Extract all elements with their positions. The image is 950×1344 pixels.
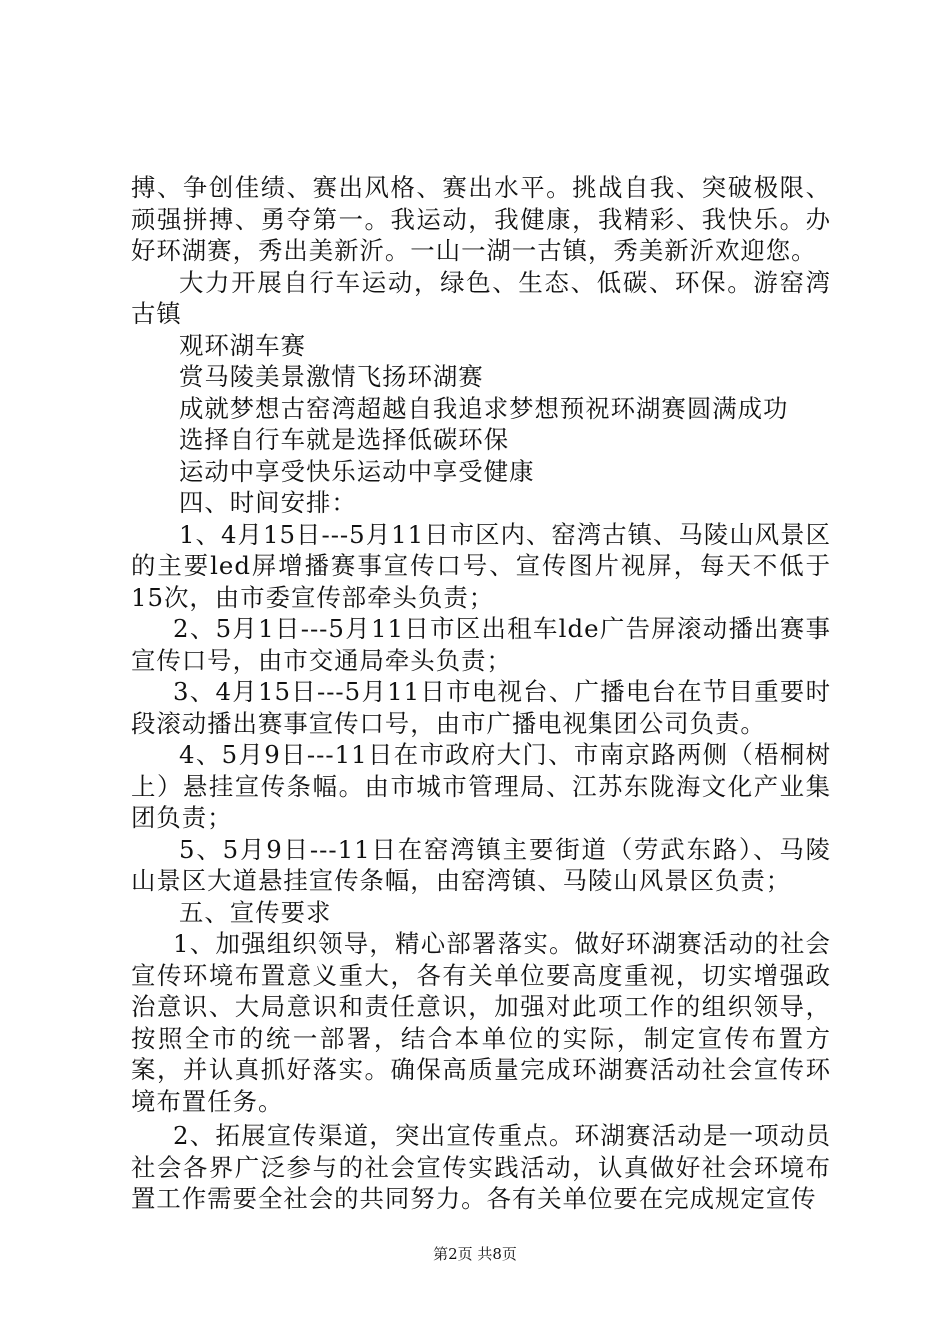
requirement-item: 2、拓展宣传渠道，突出宣传重点。环湖赛活动是一项动员社会各界广泛参与的社会宣传实践活动，认真做好社会环境布置工作需要全社会的共同努力。各有关单位要在完成规定宣传 — [131, 1121, 831, 1213]
slogan-line: 选择自行车就是选择低碳环保 — [179, 425, 510, 454]
section-heading-schedule: 四、时间安排： — [179, 488, 357, 517]
document-body — [131, 172, 831, 1215]
section-heading-requirements: 五、宣传要求 — [179, 897, 332, 927]
schedule-item: 5、5月9日---11日在窑湾镇主要街道（劳武东路）、马陵山景区大道悬挂宣传条幅，由窑湾镇、马陵山风景区负责； — [131, 834, 831, 895]
schedule-item: 2、5月1日---5月11日市区出租车lde广告屏滚动播出赛事宣传口号，由市交通局牵头负责； — [131, 614, 831, 675]
paragraph-cycling: 大力开展自行车运动，绿色、生态、低碳、环保。游窑湾古镇 — [131, 267, 831, 328]
schedule-item: 1、4月15日---5月11日市区内、窑湾古镇、马陵山风景区的主要led屏增播赛事宣传口号、宣传图片视屏，每天不低于15次，由市委宣传部牵头负责； — [131, 519, 831, 612]
schedule-item: 3、4月15日---5月11日市电视台、广播电台在节目重要时段滚动播出赛事宣传口号，由市广播电视集团公司负责。 — [131, 677, 831, 738]
slogan-line: 赏马陵美景激情飞扬环湖赛 — [179, 362, 484, 391]
slogan-line: 运动中享受快乐运动中享受健康 — [179, 456, 535, 486]
slogan-line: 观环湖车赛 — [179, 330, 306, 360]
requirement-item: 1、加强组织领导，精心部署落实。做好环湖赛活动的社会宣传环境布置意义重大，各有关单位要高度重视，切实增强政治意识、大局意识和责任意识，加强对此项工作的组织领导，按照全市的统一部署，结合本单位的实际，制定宣传布置方案，并认真抓好落实。确保高质量完成环湖赛活动社会宣传环境布置任务。 — [131, 929, 831, 1116]
paragraph-slogans: 搏、争创佳绩、赛出风格、赛出水平。挑战自我、突破极限、顽强拼搏、勇夺第一。我运动，我健康，我精彩、我快乐。办好环湖赛，秀出美新沂。一山一湖一古镇，秀美新沂欢迎您。 — [131, 173, 831, 265]
page-footer: 第2页 共8页 — [433, 1245, 517, 1263]
schedule-item: 4、5月9日---11日在市政府大门、市南京路两侧（梧桐树上）悬挂宣传条幅。由市城市管理局、江苏东陇海文化产业集团负责； — [131, 740, 831, 832]
slogan-line: 成就梦想古窑湾超越自我追求梦想预祝环湖赛圆满成功 — [179, 393, 789, 423]
